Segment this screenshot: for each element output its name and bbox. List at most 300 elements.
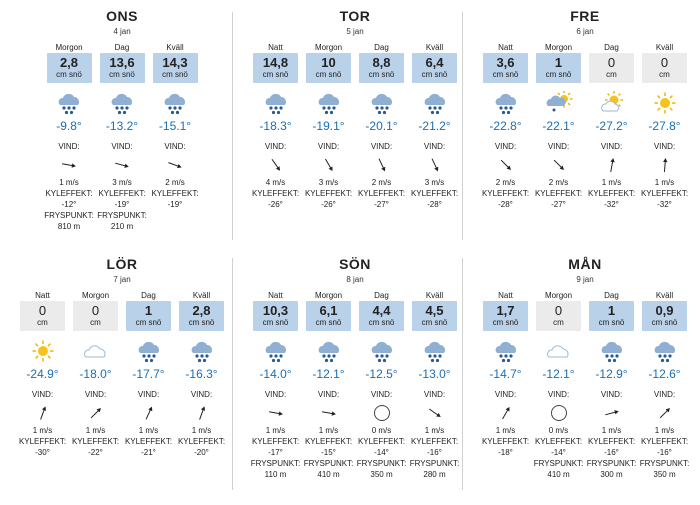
freezing-level-value: 410 m	[317, 470, 340, 479]
snow-amount-box	[412, 301, 457, 331]
snow-amount: 0	[91, 303, 100, 318]
freezing-level-value: 810 m	[57, 222, 81, 231]
period-label: Kväll	[166, 43, 184, 52]
snow-amount-box	[359, 301, 404, 331]
wind-direction-icon	[319, 155, 339, 175]
freezing-level-label: FRYSPUNKT:	[250, 459, 301, 468]
wind-chill-value: -16°	[427, 448, 442, 457]
day-date: 4 jan	[113, 27, 131, 36]
wind-label: VIND:	[317, 142, 340, 151]
sun-icon	[650, 91, 680, 115]
wind-direction-icon	[266, 155, 286, 175]
temperature: -27.8°	[648, 119, 681, 133]
sun-cloud-icon	[597, 91, 627, 115]
snow-amount-box	[179, 301, 224, 331]
wind-chill-label: KYLEFFEKT:	[587, 437, 636, 446]
period-label: Dag	[374, 43, 389, 52]
wind-label: VIND:	[111, 142, 133, 151]
column-divider	[232, 12, 233, 240]
snow-cloud-icon	[187, 339, 217, 363]
wind-direction-icon	[602, 403, 622, 423]
snow-cloud-icon	[160, 91, 190, 115]
wind-speed: 3 m/s	[424, 178, 445, 187]
period-label: Natt	[498, 43, 513, 52]
wind-direction-icon	[655, 155, 675, 175]
cloud-icon	[81, 339, 111, 363]
temperature: -18.0°	[79, 367, 112, 381]
snow-unit: cm snö	[421, 318, 448, 327]
wind-chill-label: KYLEFFEKT:	[251, 189, 300, 198]
wind-chill-label: KYLEFFEKT:	[71, 437, 120, 446]
day-name: TOR	[339, 8, 371, 24]
freezing-level-value: 350 m	[370, 470, 393, 479]
snow-amount: 0	[38, 303, 47, 318]
wind-chill-value: -26°	[321, 200, 336, 209]
snow-cloud-icon	[367, 339, 397, 363]
snow-amount-box	[153, 53, 198, 83]
cloud-icon	[544, 339, 574, 363]
temperature: -22.8°	[489, 119, 522, 133]
freezing-level-value: 300 m	[600, 470, 623, 479]
temperature: -9.8°	[56, 119, 82, 133]
temperature: -12.5°	[365, 367, 398, 381]
snow-amount: 1	[607, 303, 616, 318]
wind-chill-value: -19°	[114, 200, 130, 209]
wind-chill-label: KYLEFFEKT:	[534, 437, 583, 446]
snow-amount: 14,8	[262, 55, 289, 70]
freezing-level-value: 110 m	[264, 470, 287, 479]
snow-unit: cm	[606, 70, 617, 79]
snow-unit: cm snö	[315, 318, 342, 327]
period-label: Kväll	[655, 291, 674, 300]
wind-chill-label: KYLEFFEKT:	[304, 189, 353, 198]
wind-direction-icon	[112, 155, 132, 175]
wind-speed: 1 m/s	[495, 426, 516, 435]
wind-direction-icon	[165, 155, 185, 175]
snow-amount: 13,6	[109, 55, 135, 70]
snow-amount: 0	[607, 55, 616, 70]
wind-label: VIND:	[264, 142, 287, 151]
temperature: -19.1°	[312, 119, 345, 133]
period-label: Dag	[374, 291, 389, 300]
wind-speed: 3 m/s	[318, 178, 339, 187]
snow-unit: cm snö	[262, 318, 289, 327]
period-column	[586, 290, 637, 480]
day-column-4	[245, 248, 465, 480]
snow-cloud-icon	[491, 339, 521, 363]
snow-amount: 14,3	[162, 55, 188, 70]
snow-unit: cm	[37, 318, 48, 327]
wind-direction-icon	[425, 403, 445, 423]
wind-speed: 1 m/s	[59, 178, 79, 187]
wind-chill-label: KYLEFFEKT:	[410, 189, 459, 198]
wind-speed: 1 m/s	[32, 426, 53, 435]
snow-amount: 0,9	[655, 303, 674, 318]
temperature: -15.1°	[158, 119, 192, 133]
period-column	[20, 290, 65, 458]
wind-chill-value: -18°	[498, 448, 513, 457]
period-label: Dag	[141, 291, 156, 300]
wind-chill-label: KYLEFFEKT:	[304, 437, 353, 446]
freezing-level-value: 410 m	[547, 470, 570, 479]
day-name: MÅN	[568, 256, 602, 272]
snow-cloud-icon	[650, 339, 680, 363]
wind-chill-value: -26°	[268, 200, 283, 209]
day-column-0	[12, 0, 232, 232]
wind-label: VIND:	[653, 142, 676, 151]
wind-direction-icon	[549, 155, 569, 175]
wind-chill-label: KYLEFFEKT:	[357, 437, 406, 446]
snow-unit: cm snö	[492, 318, 519, 327]
period-list	[475, 42, 695, 210]
wind-label: VIND:	[264, 390, 287, 399]
snow-amount: 1,7	[496, 303, 515, 318]
snow-unit: cm	[659, 70, 670, 79]
wind-chill-label: KYLEFFEKT:	[251, 437, 300, 446]
day-name: FRE	[570, 8, 600, 24]
temperature: -17.7°	[132, 367, 165, 381]
snow-amount-box	[20, 301, 65, 331]
period-column	[589, 42, 634, 210]
freezing-level-value: 350 m	[653, 470, 676, 479]
day-column-3	[12, 248, 232, 458]
snow-amount-box	[589, 53, 634, 83]
wind-direction-icon	[86, 403, 106, 423]
temperature: -20.1°	[365, 119, 398, 133]
temperature: -21.2°	[418, 119, 451, 133]
freezing-level-label: FRYSPUNKT:	[356, 459, 407, 468]
freezing-level-value: 280 m	[423, 470, 446, 479]
snow-amount: 4,5	[425, 303, 444, 318]
snow-unit: cm snö	[368, 318, 395, 327]
period-list	[12, 42, 232, 232]
wind-speed: 1 m/s	[265, 426, 286, 435]
snow-unit: cm snö	[598, 318, 625, 327]
temperature: -12.1°	[312, 367, 345, 381]
temperature: -12.9°	[595, 367, 628, 381]
snow-amount: 3,6	[496, 55, 515, 70]
wind-direction-icon	[372, 155, 392, 175]
snow-amount-box	[359, 53, 404, 83]
wind-chill-value: -32°	[604, 200, 619, 209]
wind-direction-icon	[192, 403, 212, 423]
snow-amount-box	[306, 53, 351, 83]
column-divider	[232, 258, 233, 490]
period-list	[245, 290, 465, 480]
period-label: Morgon	[314, 43, 343, 52]
wind-direction-icon	[602, 155, 622, 175]
snow-amount: 10	[321, 55, 336, 70]
wind-speed: 0 m/s	[548, 426, 569, 435]
wind-chill-label: KYLEFFEKT:	[357, 189, 406, 198]
wind-chill-value: -32°	[657, 200, 672, 209]
wind-chill-label: KYLEFFEKT:	[640, 189, 689, 198]
snow-amount-box	[100, 53, 145, 83]
wind-chill-value: -15°	[321, 448, 336, 457]
wind-speed: 0 m/s	[371, 426, 392, 435]
snow-amount: 1	[144, 303, 153, 318]
period-column	[73, 290, 118, 458]
snow-unit: cm snö	[188, 318, 215, 327]
period-label: Natt	[268, 291, 283, 300]
snow-unit: cm snö	[545, 70, 572, 79]
snow-cloud-icon	[107, 91, 137, 115]
period-label: Dag	[604, 43, 619, 52]
wind-direction-icon	[496, 403, 516, 423]
wind-label: VIND:	[317, 390, 340, 399]
wind-chill-label: KYLEFFEKT:	[177, 437, 226, 446]
snow-amount-box	[483, 301, 528, 331]
period-column	[412, 42, 457, 210]
temperature: -14.0°	[259, 367, 292, 381]
wind-direction-icon	[139, 403, 159, 423]
wind-label: VIND:	[58, 142, 80, 151]
wind-chill-value: -27°	[374, 200, 389, 209]
day-date: 5 jan	[346, 27, 364, 36]
wind-label: VIND:	[31, 390, 54, 399]
snow-cloud-icon	[54, 91, 84, 115]
snow-cloud-icon	[597, 339, 627, 363]
day-column-1	[245, 0, 465, 210]
snow-amount-box	[73, 301, 118, 331]
period-column	[356, 290, 407, 480]
period-label: Dag	[604, 291, 619, 300]
wind-speed: 2 m/s	[495, 178, 516, 187]
calm-wind-icon	[549, 403, 569, 423]
temperature: -27.2°	[595, 119, 628, 133]
temperature: -12.1°	[542, 367, 575, 381]
wind-speed: 1 m/s	[654, 178, 675, 187]
wind-chill-value: -16°	[657, 448, 672, 457]
snow-amount-box	[253, 301, 298, 331]
day-column-2	[475, 0, 695, 210]
period-column	[303, 290, 354, 480]
period-column	[306, 42, 351, 210]
snow-amount: 2,8	[59, 55, 79, 70]
wind-label: VIND:	[494, 142, 517, 151]
temperature: -18.3°	[259, 119, 292, 133]
snow-unit: cm snö	[651, 318, 678, 327]
snow-unit: cm snö	[421, 70, 448, 79]
wind-direction-icon	[496, 155, 516, 175]
period-label: Natt	[268, 43, 283, 52]
period-column	[253, 42, 298, 210]
wind-chill-value: -14°	[374, 448, 389, 457]
wind-label: VIND:	[547, 142, 570, 151]
freezing-level-value: 210 m	[110, 222, 134, 231]
snow-amount-box	[589, 301, 634, 331]
snow-amount-box	[642, 53, 687, 83]
snow-amount-box	[412, 53, 457, 83]
wind-speed: 1 m/s	[85, 426, 106, 435]
snow-cloud-icon	[491, 91, 521, 115]
period-label: Morgon	[314, 291, 343, 300]
wind-speed: 2 m/s	[165, 178, 185, 187]
wind-label: VIND:	[164, 142, 186, 151]
temperature: -24.9°	[26, 367, 59, 381]
wind-chill-label: KYLEFFEKT:	[151, 189, 199, 198]
snow-amount: 10,3	[262, 303, 289, 318]
snow-amount-box	[253, 53, 298, 83]
snow-unit: cm snö	[135, 318, 162, 327]
snow-unit: cm snö	[315, 70, 342, 79]
wind-chill-label: KYLEFFEKT:	[481, 437, 530, 446]
period-column	[483, 42, 528, 210]
period-column	[409, 290, 460, 480]
wind-direction-icon	[319, 403, 339, 423]
wind-speed: 4 m/s	[265, 178, 286, 187]
period-label: Natt	[35, 291, 50, 300]
snow-unit: cm	[553, 318, 564, 327]
period-label: Kväll	[655, 43, 674, 52]
wind-label: VIND:	[547, 390, 570, 399]
period-list	[12, 290, 232, 458]
freezing-level-label: FRYSPUNKT:	[44, 211, 94, 220]
period-column	[483, 290, 528, 480]
wind-speed: 1 m/s	[654, 426, 675, 435]
snow-amount: 6,4	[425, 55, 444, 70]
wind-chill-value: -20°	[194, 448, 209, 457]
wind-label: VIND:	[423, 390, 446, 399]
period-label: Kväll	[425, 291, 444, 300]
period-column	[153, 42, 198, 232]
wind-label: VIND:	[84, 390, 107, 399]
wind-label: VIND:	[600, 142, 623, 151]
snow-amount-box	[536, 301, 581, 331]
snow-cloud-icon	[420, 339, 450, 363]
snow-cloud-icon	[261, 91, 291, 115]
wind-chill-value: -22°	[88, 448, 103, 457]
day-name: SÖN	[339, 256, 371, 272]
period-column	[44, 42, 94, 232]
wind-chill-value: -14°	[551, 448, 566, 457]
wind-chill-value: -28°	[498, 200, 513, 209]
sun-icon	[28, 339, 58, 363]
freezing-level-label: FRYSPUNKT:	[303, 459, 354, 468]
period-column	[536, 42, 581, 210]
wind-chill-value: -17°	[268, 448, 283, 457]
day-column-5	[475, 248, 695, 480]
period-column	[533, 290, 584, 480]
period-label: Kväll	[192, 291, 211, 300]
period-label: Morgon	[55, 43, 83, 52]
period-column	[97, 42, 147, 232]
day-date: 8 jan	[346, 275, 364, 284]
snow-unit: cm snö	[109, 70, 135, 79]
wind-speed: 1 m/s	[191, 426, 212, 435]
day-date: 9 jan	[576, 275, 594, 284]
temperature: -13.2°	[105, 119, 139, 133]
snow-amount-box	[536, 53, 581, 83]
snow-unit: cm	[90, 318, 101, 327]
period-column	[359, 42, 404, 210]
snow-amount: 0	[554, 303, 563, 318]
period-column	[642, 42, 687, 210]
day-date: 7 jan	[113, 275, 131, 284]
wind-chill-label: KYLEFFEKT:	[18, 437, 67, 446]
snow-cloud-icon	[314, 339, 344, 363]
period-label: Natt	[498, 291, 513, 300]
wind-label: VIND:	[600, 390, 623, 399]
wind-speed: 1 m/s	[424, 426, 445, 435]
temperature: -22.1°	[542, 119, 575, 133]
wind-direction-icon	[33, 403, 53, 423]
period-label: Kväll	[425, 43, 444, 52]
wind-direction-icon	[59, 155, 79, 175]
snow-amount-box	[306, 301, 351, 331]
calm-wind-icon	[372, 403, 392, 423]
snow-amount: 4,4	[372, 303, 391, 318]
wind-chill-label: KYLEFFEKT:	[587, 189, 636, 198]
period-column	[250, 290, 301, 480]
snow-amount: 8,8	[372, 55, 391, 70]
period-list	[475, 290, 695, 480]
snow-amount-box	[126, 301, 171, 331]
day-name: LÖR	[106, 256, 138, 272]
snow-amount: 1	[554, 55, 563, 70]
freezing-level-label: FRYSPUNKT:	[533, 459, 584, 468]
period-column	[639, 290, 690, 480]
snow-amount: 6,1	[319, 303, 338, 318]
wind-label: VIND:	[423, 142, 446, 151]
temperature: -12.6°	[648, 367, 681, 381]
period-column	[179, 290, 224, 458]
snow-unit: cm snö	[492, 70, 519, 79]
snow-unit: cm snö	[368, 70, 395, 79]
period-label: Dag	[114, 43, 130, 52]
wind-direction-icon	[425, 155, 445, 175]
snow-unit: cm snö	[56, 70, 82, 79]
wind-speed: 1 m/s	[138, 426, 159, 435]
wind-chill-label: KYLEFFEKT:	[640, 437, 689, 446]
snow-unit: cm snö	[262, 70, 289, 79]
snow-cloud-icon	[134, 339, 164, 363]
wind-label: VIND:	[370, 390, 393, 399]
wind-label: VIND:	[190, 390, 213, 399]
temperature: -14.7°	[489, 367, 522, 381]
freezing-level-label: FRYSPUNKT:	[409, 459, 460, 468]
freezing-level-label: FRYSPUNKT:	[586, 459, 637, 468]
freezing-level-label: FRYSPUNKT:	[639, 459, 690, 468]
freezing-level-label: FRYSPUNKT:	[97, 211, 147, 220]
snow-cloud-icon	[420, 91, 450, 115]
wind-speed: 3 m/s	[112, 178, 132, 187]
wind-chill-label: KYLEFFEKT:	[534, 189, 583, 198]
wind-chill-value: -19°	[167, 200, 183, 209]
wind-chill-value: -30°	[35, 448, 50, 457]
wind-speed: 1 m/s	[601, 426, 622, 435]
wind-chill-value: -16°	[604, 448, 619, 457]
wind-direction-icon	[266, 403, 286, 423]
period-label: Morgon	[544, 291, 573, 300]
period-column	[126, 290, 171, 458]
day-date: 6 jan	[576, 27, 594, 36]
wind-speed: 1 m/s	[318, 426, 339, 435]
wind-speed: 1 m/s	[601, 178, 622, 187]
snow-cloud-icon	[367, 91, 397, 115]
wind-chill-label: KYLEFFEKT:	[45, 189, 93, 198]
snow-cloud-icon	[314, 91, 344, 115]
wind-speed: 2 m/s	[371, 178, 392, 187]
wind-chill-value: -28°	[427, 200, 442, 209]
period-list	[245, 42, 465, 210]
snow-amount: 0	[660, 55, 669, 70]
wind-label: VIND:	[137, 390, 160, 399]
wind-chill-label: KYLEFFEKT:	[98, 189, 146, 198]
period-label: Morgon	[81, 291, 110, 300]
temperature: -13.0°	[418, 367, 451, 381]
day-name: ONS	[106, 8, 138, 24]
